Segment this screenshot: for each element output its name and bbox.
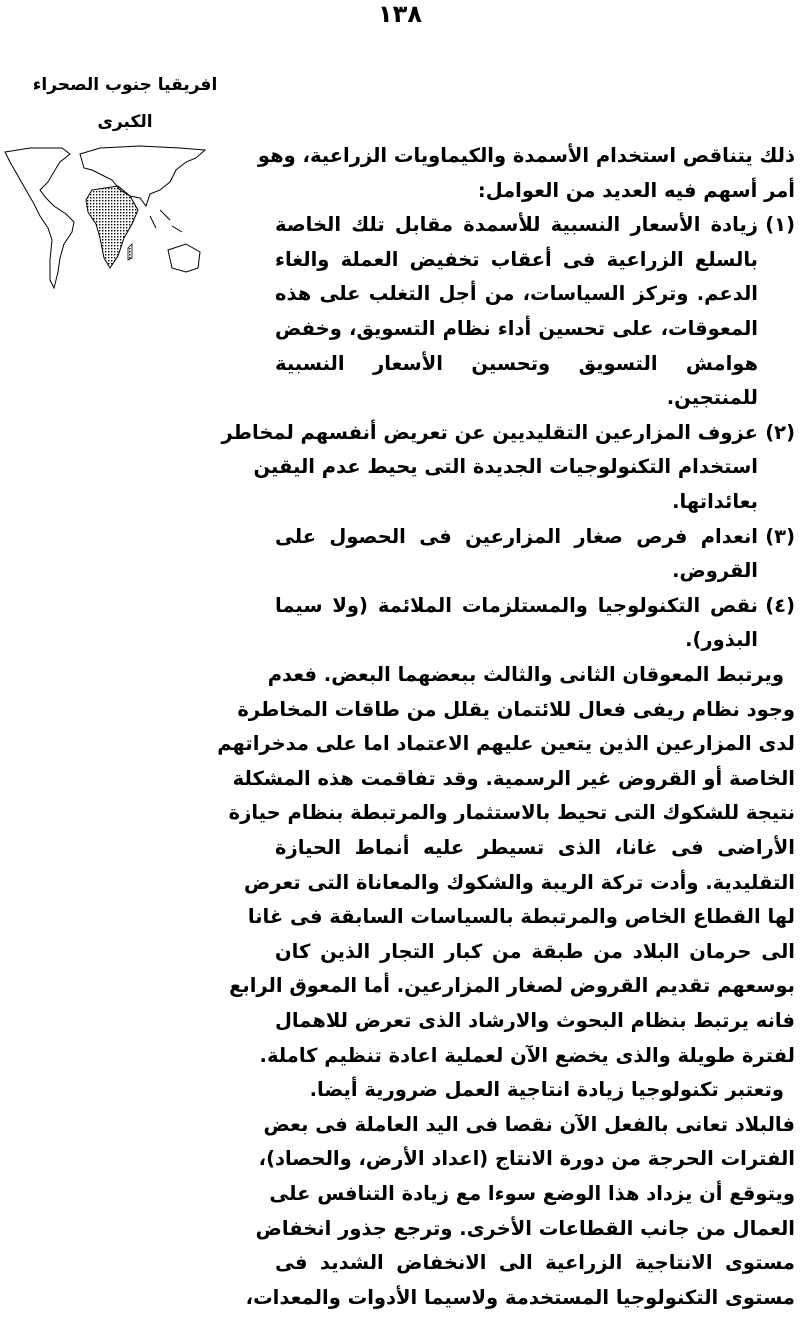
list-item-text-line: للمنتجين.	[666, 386, 758, 410]
paragraph-line: لها القطاع الخاص والمرتبطة بالسياسات السابقة فى غانا	[247, 905, 795, 929]
paragraph-line: بوسعهم تقديم القروض لصغار المزارعين. أما المعوق الرابع	[229, 974, 795, 998]
paragraph-line: لدى المزارعين الذين يتعين عليهم الاعتماد اما على مدخراتهم	[217, 732, 795, 756]
list-item-text-line: انعدام فرص صغار المزارعين فى الحصول على	[275, 524, 758, 548]
list-item-text-line: البذور).	[685, 628, 758, 652]
list-item-text-line: الدعم. وتركز السياسات، من أجل التغلب على هذه	[275, 282, 758, 306]
paragraph-line: فانه يرتبط بنظام البحوث والارشاد الذى تعرض للاهمال	[275, 1009, 795, 1032]
paragraph-line: وجود نظام ريفى فعال للائتمان يقلل من طاقات المخاطرة	[237, 697, 795, 721]
page-number: ١٣٨	[378, 0, 422, 28]
list-item-number: (٢)	[765, 420, 795, 444]
world-map-illustration	[0, 140, 210, 290]
list-item-text-line: بالسلع الزراعية فى أعقاب تخفيض العملة والغاء	[275, 247, 758, 271]
paragraph-line: وتعتبر تكنولوجيا زيادة انتاجية العمل ضرورية أيضا.	[309, 1078, 784, 1102]
list-item-text-line: القروض.	[672, 559, 758, 583]
paragraph-line: مستوى الانتاجية الزراعية الى الانخفاض الشديد فى	[275, 1251, 795, 1275]
paragraph-line: الفترات الحرجة من دورة الانتاج (اعداد الأرض، والحصاد)،	[258, 1147, 795, 1171]
australia-outline	[168, 244, 200, 272]
paragraph-line: التقليدية. وأدت تركة الريبة والشكوك والمعاناة التى تعرض	[243, 870, 795, 894]
paragraph-line: مستوى التكنولوجيا المستخدمة ولاسيما الأدوات والمعدات،	[245, 1285, 795, 1309]
asia-islands	[150, 210, 182, 232]
paragraph-line: لفترة طويلة والذى يخضع الآن لعملية اعادة تنظيم كاملة.	[259, 1043, 795, 1067]
list-item-text-line: نقص التكنولوجيا والمستلزمات الملائمة (ولا سيما	[275, 593, 758, 617]
paragraph-line: العمال من جانب القطاعات الأخرى. وترجع جذور انخفاض	[255, 1216, 795, 1240]
list-item-text-line: عزوف المزارعين التقليديين عن تعريض أنفسهم لمخاطر	[221, 420, 758, 444]
paragraph-line: ويتوقع أن يزداد هذا الوضع سوءا مع زيادة التنافس على	[269, 1182, 795, 1205]
paragraph-line: الى حرمان البلاد من طبقة من كبار التجار الذين كان	[275, 939, 795, 963]
paragraph-line: نتيجة للشكوك التى تحيط بالاستثمار والمرتبطة بنظام حيازة	[228, 801, 795, 825]
paragraph-line: فالبلاد تعانى بالفعل الآن نقصا فى اليد العاملة فى بعض	[263, 1112, 795, 1136]
list-item-text-line: بعائداتها.	[672, 490, 758, 513]
paragraph-line: أمر أسهم فيه العديد من العوامل:	[477, 178, 795, 202]
list-item-number: (٣)	[765, 524, 795, 548]
paragraph-line: الأراضى فى غانا، الذى تسيطر عليه أنماط الحيازة	[275, 836, 795, 859]
americas-outline	[5, 148, 74, 288]
map-caption-line2: الكبرى	[97, 112, 153, 132]
list-item-text-line: زيادة الأسعار النسبية للأسمدة مقابل تلك الخاصة	[275, 213, 758, 237]
paragraph-line: ذلك يتناقص استخدام الأسمدة والكيماويات الزراعية، وهو	[257, 144, 795, 167]
list-item-text-line: استخدام التكنولوجيات الجديدة التى يحيط عدم اليقين	[253, 455, 758, 479]
paragraph-line: الخاصة أو القروض غير الرسمية. وقد تفاقمت هذه المشكلة	[232, 766, 795, 790]
paragraph-line: ويرتبط المعوقان الثانى والثالث ببعضهما البعض. فعدم	[267, 663, 784, 686]
list-item-number: (٤)	[765, 593, 795, 617]
map-caption-line1: افريقيا جنوب الصحراء	[32, 75, 218, 95]
list-item-number: (١)	[765, 213, 795, 237]
madagascar	[128, 244, 132, 260]
list-item-text-line: هوامش التسويق وتحسين الأسعار النسبية	[275, 351, 758, 375]
list-item-text-line: المعوقات، على تحسين أداء نظام التسويق، وخفض	[275, 317, 758, 340]
